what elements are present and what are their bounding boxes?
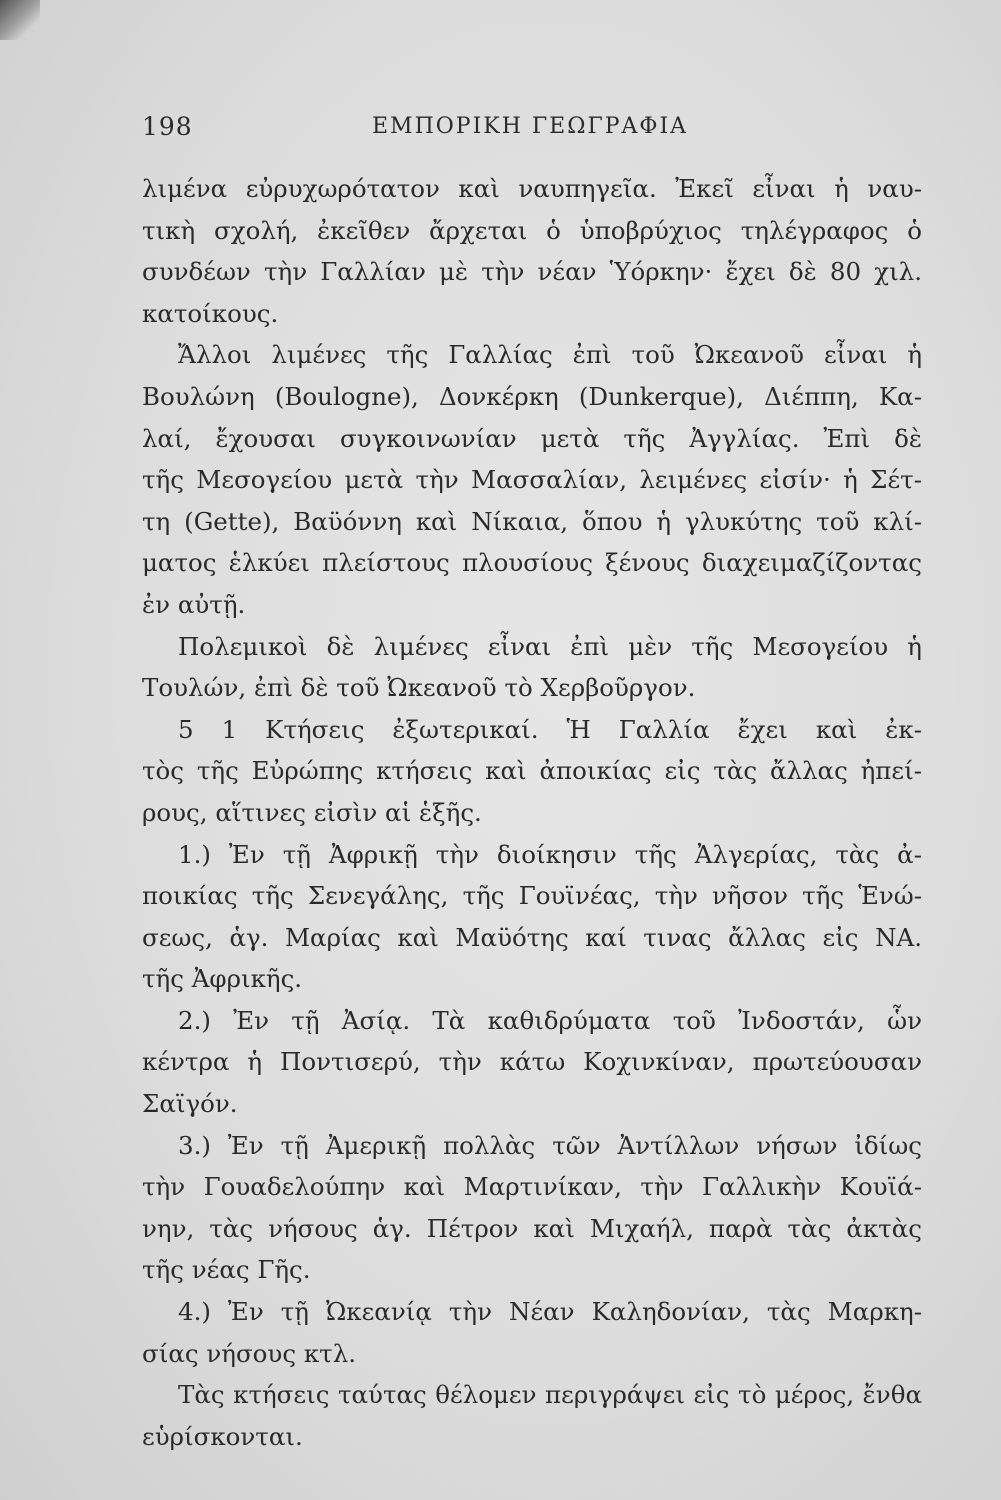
- text-line: Τουλών, ἐπὶ δὲ τοῦ Ὠκεανοῦ τὸ Χερβοῦργον.: [142, 673, 696, 703]
- text-line: τικὴ σχολή, ἐκεῖθεν ἄρχεται ὁ ὑποβρύχιος τηλέγραφος ὁ: [142, 215, 922, 245]
- text-line: τη (Gette), Βαϋόννη καὶ Νίκαια, ὅπου ἡ γλυκύτης τοῦ κλί-: [142, 506, 922, 536]
- text-line: ρους, αἵτινες εἰσὶν αἱ ἑξῆς.: [142, 797, 482, 827]
- text-line: λαί, ἔχουσαι συγκοινωνίαν μετὰ τῆς Ἀγγλίας. Ἐπὶ δὲ: [142, 423, 922, 453]
- text-line: νην, τὰς νήσους ἁγ. Πέτρον καὶ Μιχαήλ, παρὰ τὰς ἀκτὰς: [142, 1213, 922, 1243]
- list-item-line: 1.) Ἐν τῇ Ἀφρικῇ τὴν διοίκησιν τῆς Ἀλγερίας, τὰς ἀ-: [178, 839, 922, 869]
- text-line: κέντρα ἡ Ποντισερύ, τὴν κάτω Κοχινκίναν, πρωτεύουσαν: [142, 1047, 922, 1077]
- text-line: τὸς τῆς Εὐρώπης κτήσεις καὶ ἀποικίας εἰς τὰς ἄλλας ἠπεί-: [142, 756, 922, 786]
- text-line: τῆς Μεσογείου μετὰ τὴν Μασσαλίαν, λειμένες εἰσίν· ἡ Σέτ-: [142, 465, 922, 495]
- text-line: εὑρίσκονται.: [142, 1421, 303, 1451]
- text-line: Τὰς κτήσεις ταύτας θέλομεν περιγράψει εἰς τὸ μέρος, ἔνθα: [178, 1380, 922, 1410]
- list-item-line: 2.) Ἐν τῇ Ἀσίᾳ. Τὰ καθιδρύματα τοῦ Ἰνδοστάν, ὧν: [178, 1005, 922, 1035]
- text-line: τῆς νέας Γῆς.: [142, 1255, 311, 1285]
- page-header: [142, 112, 922, 152]
- text-line: σίας νήσους κτλ.: [142, 1338, 357, 1368]
- text-line: τὴν Γουαδελούπην καὶ Μαρτινίκαν, τὴν Γαλλικὴν Κουϊά-: [142, 1172, 922, 1202]
- list-item-line: 3.) Ἐν τῇ Ἀμερικῇ πολλὰς τῶν Ἀντίλλων νήσων ἰδίως: [178, 1130, 922, 1160]
- text-line: σεως, ἁγ. Μαρίας καὶ Μαϋότης καί τινας ἄλλας εἰς ΝΑ.: [142, 922, 922, 952]
- text-line: ἐν αὐτῇ.: [142, 589, 246, 619]
- text-line: Σαϊγόν.: [142, 1089, 238, 1119]
- text-line: ματος ἑλκύει πλείστους πλουσίους ξένους διαχειμαζίζοντας: [142, 548, 922, 578]
- text-line: Βουλώνη (Boulogne), Δονκέρκη (Dunkerque), Διέππη, Κα-: [142, 381, 922, 411]
- text-line: λιμένα εὐρυχωρότατον καὶ ναυπηγεῖα. Ἐκεῖ εἶναι ἡ ναυ-: [142, 174, 922, 203]
- text-line: κατοίκους.: [142, 298, 279, 328]
- text-line: ποικίας τῆς Σενεγάλης, τῆς Γουϊνέας, τὴν νῆσον τῆς Ἑνώ-: [142, 881, 922, 911]
- list-item-line: 4.) Ἐν τῇ Ὠκεανίᾳ τὴν Νέαν Καληδονίαν, τὰς Μαρκη-: [178, 1297, 922, 1327]
- text-line: Πολεμικοὶ δὲ λιμένες εἶναι ἐπὶ μὲν τῆς Μεσογείου ἡ: [178, 631, 922, 661]
- section-heading-line: 5 1 Κτήσεις ἐξωτερικαί. Ἡ Γαλλία ἔχει καὶ ἐκ-: [178, 714, 922, 744]
- text-line: Ἄλλοι λιμένες τῆς Γαλλίας ἐπὶ τοῦ Ὠκεανοῦ εἶναι ἡ: [178, 340, 922, 370]
- text-line: τῆς Ἀφρικῆς.: [142, 964, 303, 994]
- running-title: ΕΜΠΟΡΙΚΗ ΓΕΩΓΡΑΦΙΑ: [372, 114, 689, 139]
- page-number: 198: [142, 112, 193, 141]
- page-corner-shadow: [0, 0, 40, 40]
- body-text: [142, 168, 922, 1457]
- text-line: συνδέων τὴν Γαλλίαν μὲ τὴν νέαν Ὑόρκην· ἔχει δὲ 80 χιλ.: [142, 257, 922, 287]
